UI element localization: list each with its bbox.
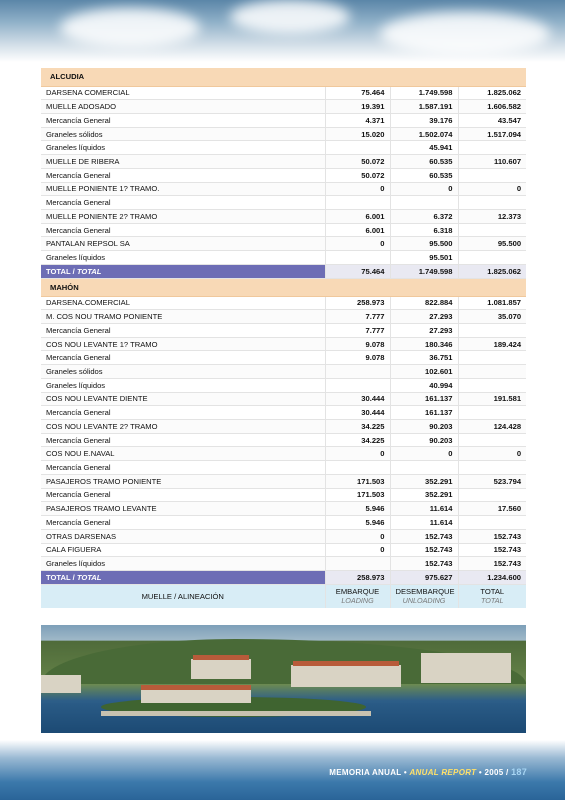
table-row [41,474,526,488]
traffic-table-body [41,68,526,608]
desembarque-value: 11.614 [390,516,458,530]
table-row [41,378,526,392]
total-value: 523.794 [458,474,526,488]
column-header-muelle [41,584,325,608]
row-label: Graneles líquidos [41,141,325,155]
total-value [458,488,526,502]
section-header [41,68,526,86]
table-row [41,543,526,557]
embarque-value [325,251,390,265]
row-label: MUELLE DE RIBERA [41,155,325,169]
desembarque-value: 45.941 [390,141,458,155]
total-value: 152.743 [458,529,526,543]
row-label: Graneles sólidos [41,127,325,141]
row-label: Mercancía General [41,433,325,447]
table-row [41,351,526,365]
total-row [41,264,526,278]
row-label: COS NOU E.NAVAL [41,447,325,461]
row-label: Mercancía General [41,324,325,338]
desembarque-value: 90.203 [390,420,458,434]
total-value: 1.825.062 [458,86,526,100]
row-label: PASAJEROS TRAMO PONIENTE [41,474,325,488]
table-row [41,182,526,196]
table-row [41,196,526,210]
desembarque-value: 36.751 [390,351,458,365]
total-value: 12.373 [458,209,526,223]
desembarque-value [390,461,458,475]
section-title-cell [41,278,526,296]
desembarque-value: 180.346 [390,337,458,351]
table-row [41,461,526,475]
total-label: TOTAL [46,266,71,276]
total-value [458,461,526,475]
embarque-value: 34.225 [325,420,390,434]
row-label: PASAJEROS TRAMO LEVANTE [41,502,325,516]
desembarque-value: 161.137 [390,392,458,406]
row-label: Graneles líquidos [41,557,325,571]
column-header-row [41,584,526,608]
table-row [41,86,526,100]
row-label: Mercancía General [41,223,325,237]
total-value [458,251,526,265]
embarque-value: 34.225 [325,433,390,447]
total-value: 0 [458,447,526,461]
row-label: Mercancía General [41,488,325,502]
total-desembarque-value: 975.627 [390,570,458,584]
total-value [458,406,526,420]
table-row [41,209,526,223]
total-label-separator: / [70,572,77,582]
table-row [41,392,526,406]
column-header-total [458,584,526,608]
embarque-value: 9.078 [325,337,390,351]
total-value: 110.607 [458,155,526,169]
total-value [458,365,526,379]
total-label-cell [41,264,325,278]
table-row [41,433,526,447]
row-label: Mercancía General [41,196,325,210]
total-label: TOTAL [46,572,71,582]
desembarque-value: 152.743 [390,529,458,543]
embarque-value: 30.444 [325,406,390,420]
total-total-value: 1.234.600 [458,570,526,584]
embarque-value: 171.503 [325,474,390,488]
footer-report-label: MEMORIA ANUAL [329,768,402,777]
row-label: Mercancía General [41,351,325,365]
total-label-en: TOTAL [76,266,102,276]
total-row [41,570,526,584]
embarque-value [325,196,390,210]
row-label: MUELLE PONIENTE 2? TRAMO [41,209,325,223]
column-header-embarque-label-en: LOADING [341,596,374,606]
desembarque-value: 1.502.074 [390,127,458,141]
section-header [41,278,526,296]
embarque-value: 258.973 [325,296,390,310]
embarque-value: 171.503 [325,488,390,502]
column-header-muelle-label: MUELLE / ALINEACIÓN [141,591,224,601]
total-value [458,168,526,182]
total-label-separator: / [70,266,77,276]
row-label: Graneles líquidos [41,378,325,392]
traffic-table-container [41,68,526,608]
column-header-desembarque-label: DESEMBARQUE [395,587,455,597]
footer-report-label-en: ANUAL REPORT [409,768,477,777]
row-label: Mercancía General [41,516,325,530]
embarque-value [325,378,390,392]
total-value: 191.581 [458,392,526,406]
desembarque-value: 6.318 [390,223,458,237]
row-label: Mercancía General [41,461,325,475]
column-header-desembarque [390,584,458,608]
embarque-value [325,365,390,379]
row-label: DARSENA.COMERCIAL [41,296,325,310]
table-row [41,251,526,265]
table-row [41,296,526,310]
row-label: M. COS NOU TRAMO PONIENTE [41,310,325,324]
table-row [41,447,526,461]
desembarque-value: 352.291 [390,474,458,488]
total-label-en: TOTAL [76,572,102,582]
desembarque-value: 152.743 [390,543,458,557]
desembarque-value: 102.601 [390,365,458,379]
total-value: 1.517.094 [458,127,526,141]
total-value: 95.500 [458,237,526,251]
total-value: 189.424 [458,337,526,351]
total-value [458,351,526,365]
row-label: CALA FIGUERA [41,543,325,557]
embarque-value: 0 [325,237,390,251]
desembarque-value: 1.587.191 [390,100,458,114]
total-desembarque-value: 1.749.598 [390,264,458,278]
desembarque-value: 27.293 [390,310,458,324]
table-row [41,113,526,127]
embarque-value: 30.444 [325,392,390,406]
desembarque-value: 27.293 [390,324,458,338]
desembarque-value: 60.535 [390,155,458,169]
row-label: COS NOU LEVANTE DIENTE [41,392,325,406]
column-header-embarque-label: EMBARQUE [335,587,380,597]
desembarque-value: 60.535 [390,168,458,182]
embarque-value: 7.777 [325,324,390,338]
total-label-cell [41,570,325,584]
embarque-value: 0 [325,182,390,196]
total-value: 1.081.857 [458,296,526,310]
desembarque-value: 352.291 [390,488,458,502]
table-row [41,324,526,338]
row-label: MUELLE PONIENTE 1? TRAMO. [41,182,325,196]
embarque-value: 0 [325,447,390,461]
embarque-value: 5.946 [325,516,390,530]
row-label: PANTALAN REPSOL SA [41,237,325,251]
desembarque-value: 6.372 [390,209,458,223]
table-row [41,337,526,351]
table-row [41,237,526,251]
desembarque-value: 39.176 [390,113,458,127]
total-value: 1.606.582 [458,100,526,114]
embarque-value [325,141,390,155]
table-row [41,529,526,543]
total-value: 152.743 [458,557,526,571]
total-value [458,516,526,530]
row-label: Mercancía General [41,406,325,420]
table-row [41,155,526,169]
table-row [41,502,526,516]
embarque-value: 5.946 [325,502,390,516]
desembarque-value: 95.500 [390,237,458,251]
embarque-value: 75.464 [325,86,390,100]
row-label: OTRAS DARSENAS [41,529,325,543]
total-total-value: 1.825.062 [458,264,526,278]
desembarque-value: 161.137 [390,406,458,420]
table-row [41,516,526,530]
total-value: 152.743 [458,543,526,557]
embarque-value [325,461,390,475]
table-row [41,310,526,324]
section-title-cell [41,68,526,86]
desembarque-value: 0 [390,182,458,196]
header-sky-image [0,0,565,62]
row-label: COS NOU LEVANTE 2? TRAMO [41,420,325,434]
desembarque-value: 152.743 [390,557,458,571]
table-row [41,127,526,141]
embarque-value: 4.371 [325,113,390,127]
column-header-total-label: TOTAL [480,587,505,597]
row-label: COS NOU LEVANTE 1? TRAMO [41,337,325,351]
desembarque-value: 0 [390,447,458,461]
embarque-value: 0 [325,543,390,557]
row-label: Mercancía General [41,168,325,182]
desembarque-value: 90.203 [390,433,458,447]
total-value [458,324,526,338]
total-value: 0 [458,182,526,196]
column-header-embarque [325,584,390,608]
column-header-desembarque-label-en: UNLOADING [402,596,446,606]
desembarque-value: 11.614 [390,502,458,516]
embarque-value: 15.020 [325,127,390,141]
page-number: 187 [511,767,527,777]
table-row [41,406,526,420]
table-row [41,557,526,571]
embarque-value: 6.001 [325,223,390,237]
table-row [41,223,526,237]
embarque-value: 6.001 [325,209,390,223]
desembarque-value [390,196,458,210]
embarque-value: 50.072 [325,155,390,169]
column-header-total-label-en: TOTAL [481,596,504,606]
desembarque-value: 95.501 [390,251,458,265]
total-value: 124.428 [458,420,526,434]
table-row [41,420,526,434]
total-value: 43.547 [458,113,526,127]
harbour-photo [41,625,526,733]
row-label: Mercancía General [41,113,325,127]
desembarque-value: 1.749.598 [390,86,458,100]
section-title: ALCUDIA [50,72,85,82]
embarque-value: 0 [325,529,390,543]
footer-year: 2005 [484,768,504,777]
desembarque-value: 40.994 [390,378,458,392]
total-value [458,433,526,447]
traffic-table [41,68,526,608]
embarque-value: 7.777 [325,310,390,324]
total-value [458,378,526,392]
table-row [41,365,526,379]
total-value [458,223,526,237]
embarque-value [325,557,390,571]
table-row [41,141,526,155]
row-label: Graneles sólidos [41,365,325,379]
table-row [41,100,526,114]
row-label: Graneles líquidos [41,251,325,265]
total-value [458,196,526,210]
section-title: MAHÓN [50,282,79,292]
row-label: DARSENA COMERCIAL [41,86,325,100]
embarque-value: 9.078 [325,351,390,365]
total-value [458,141,526,155]
table-row [41,488,526,502]
footer-caption: MEMORIA ANUAL • ANUAL REPORT • 2005 / 187 [329,767,527,777]
embarque-value: 19.391 [325,100,390,114]
total-value: 17.560 [458,502,526,516]
row-label: MUELLE ADOSADO [41,100,325,114]
desembarque-value: 822.884 [390,296,458,310]
total-value: 35.070 [458,310,526,324]
table-row [41,168,526,182]
total-embarque-value: 258.973 [325,570,390,584]
total-embarque-value: 75.464 [325,264,390,278]
embarque-value: 50.072 [325,168,390,182]
